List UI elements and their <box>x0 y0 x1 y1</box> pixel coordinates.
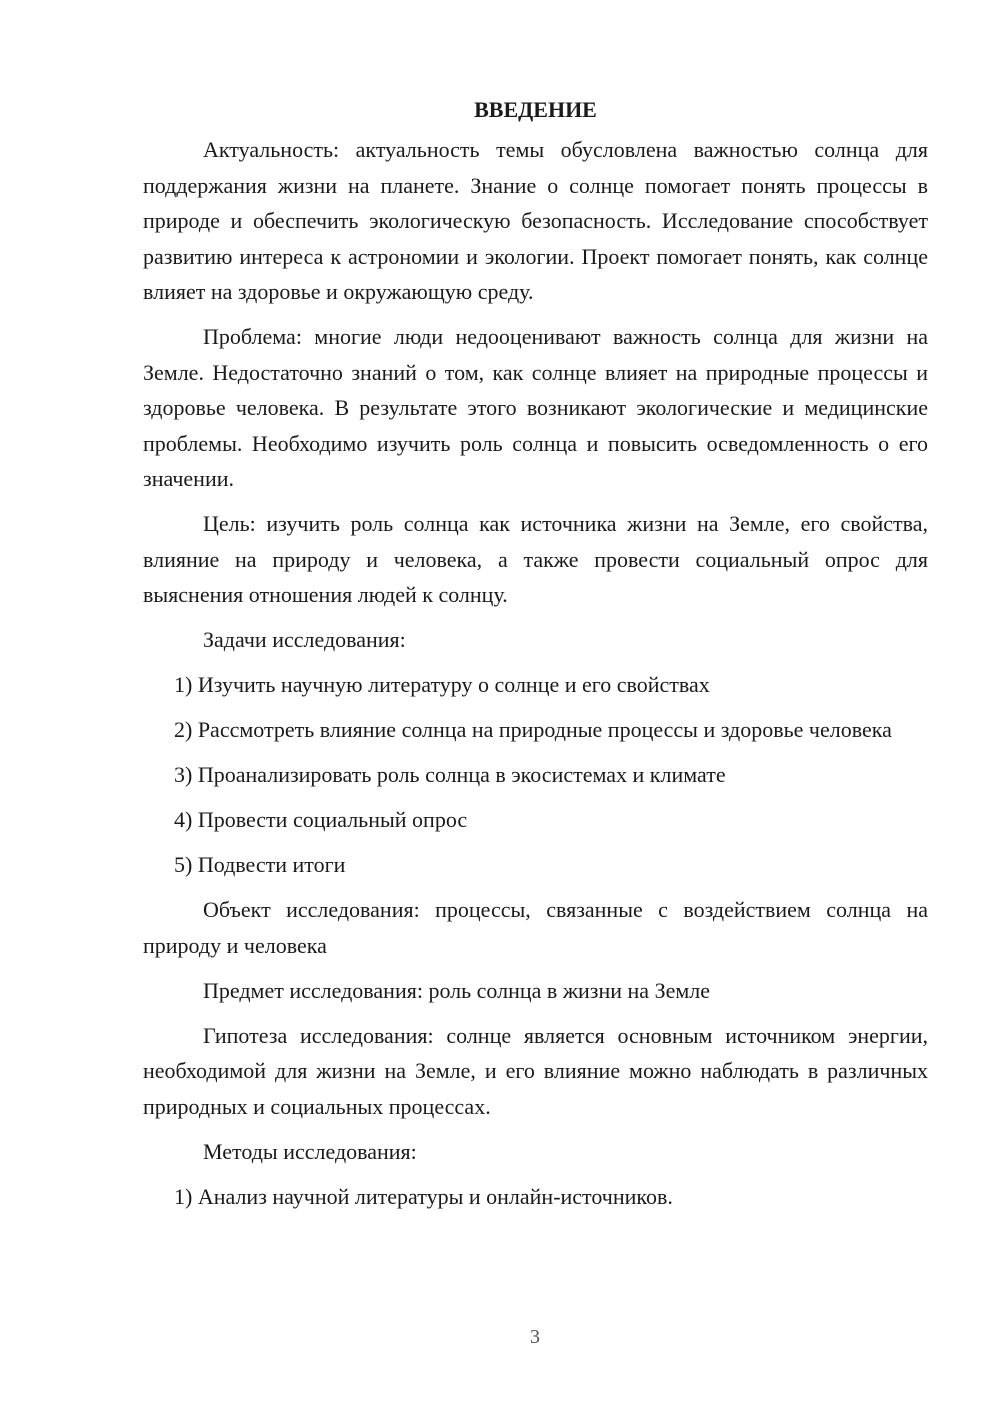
problem-paragraph: Проблема: многие люди недооценивают важность солнца для жизни на Земле. Недостаточно знаний о том, как солнце влияет на природные процессы и здоровье человека. В результате этого возникают экологические и медицинские проблемы. Необходимо изучить роль солнца и повысить осведомленность о его значении. <box>143 324 928 491</box>
document-page <box>143 92 928 1224</box>
task-item-4: 4) Провести социальный опрос <box>174 807 468 832</box>
tasks-heading: Задачи исследования: <box>203 627 406 652</box>
page-number: 3 <box>530 1326 540 1348</box>
subject-paragraph: Предмет исследования: роль солнца в жизни на Земле <box>203 977 711 1003</box>
task-item-1: 1) Изучить научную литературу о солнце и его свойствах <box>174 672 710 697</box>
method-item-1: 1) Анализ научной литературы и онлайн-источников. <box>174 1183 673 1209</box>
task-item-5: 5) Подвести итоги <box>174 852 346 877</box>
object-paragraph: Объект исследования: процессы, связанные с воздействием солнца на природу и человека <box>143 897 928 958</box>
goal-paragraph: Цель: изучить роль солнца как источника жизни на Земле, его свойства, влияние на природу и человека, а также провести социальный опрос для выяснения отношения людей к солнцу. <box>143 511 928 607</box>
task-item-3: 3) Проанализировать роль солнца в экосистемах и климате <box>174 762 726 787</box>
methods-heading: Методы исследования: <box>203 1138 417 1164</box>
task-item-2: 2) Рассмотреть влияние солнца на природные процессы и здоровье человека <box>174 717 892 742</box>
hypothesis-paragraph: Гипотеза исследования: солнце является основным источником энергии, необходимой для жизни на Земле, и его влияние можно наблюдать в различных природных и социальных процессах. <box>143 1022 928 1119</box>
relevance-paragraph: Актуальность: актуальность темы обусловлена важностью солнца для поддержания жизни на планете. Знание о солнце помогает понять процессы в природе и обеспечить экологическую безопасность. Исследование способствует развитию интереса к астрономии и экологии. Проект помогает понять, как солнце влияет на здоровье и окружающую среду. <box>143 137 928 304</box>
section-heading: ВВЕДЕНИЕ <box>474 97 597 122</box>
